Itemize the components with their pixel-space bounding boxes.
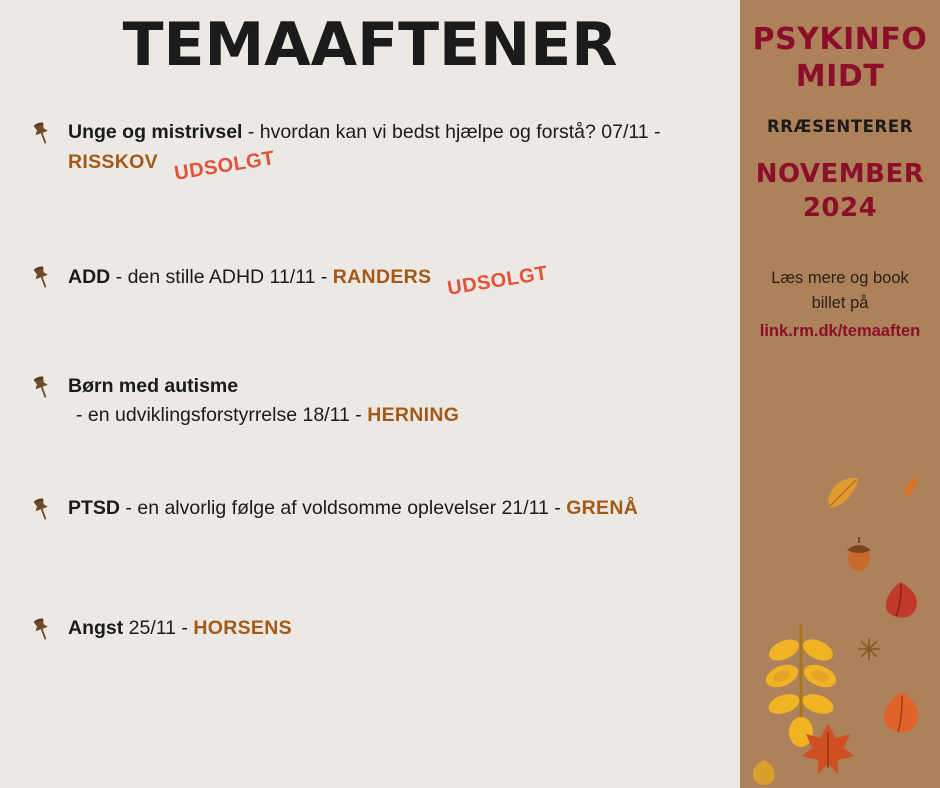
booking-line-1: Læs mere og book bbox=[771, 268, 909, 287]
list-item[interactable] bbox=[28, 614, 740, 650]
event-subline bbox=[68, 401, 740, 430]
event-title: Angst bbox=[68, 617, 124, 639]
event-description: - en alvorlig følge af voldsomme oplevelser 21/11 - bbox=[120, 497, 567, 519]
autumn-leaves-decoration bbox=[740, 440, 940, 788]
pushpin-icon bbox=[28, 616, 56, 644]
acorn-icon bbox=[842, 536, 876, 574]
event-title: ADD bbox=[68, 266, 111, 288]
event-place: GRENÅ bbox=[566, 497, 639, 519]
leaf-icon bbox=[880, 690, 924, 736]
leaf-icon bbox=[880, 580, 922, 622]
presents-label: RRÆSENTERER bbox=[766, 117, 914, 137]
brand-name bbox=[740, 22, 940, 95]
event-list bbox=[0, 118, 740, 650]
event-text bbox=[68, 118, 740, 186]
page-title: TEMAAFTENER bbox=[122, 10, 618, 80]
event-text bbox=[68, 494, 740, 523]
leaf-icon bbox=[818, 470, 864, 516]
pushpin-icon bbox=[28, 374, 56, 402]
list-item[interactable] bbox=[28, 262, 740, 302]
leaf-icon bbox=[800, 722, 856, 778]
event-description: - den stille ADHD 11/11 - bbox=[110, 266, 333, 288]
event-text bbox=[68, 262, 740, 300]
event-text bbox=[68, 372, 740, 431]
leaf-icon bbox=[750, 758, 780, 788]
list-item[interactable] bbox=[28, 118, 740, 200]
brand-line-1: PSYKINFO bbox=[752, 22, 928, 57]
leaf-icon bbox=[758, 620, 844, 750]
pushpin-icon bbox=[28, 496, 56, 524]
leaf-icon bbox=[900, 476, 922, 500]
brand-line-2: MIDT bbox=[795, 58, 885, 94]
seed-pod-icon bbox=[856, 636, 882, 662]
poster-sidebar bbox=[740, 0, 940, 788]
event-text bbox=[68, 614, 740, 643]
booking-link[interactable]: link.rm.dk/temaaften bbox=[759, 322, 921, 341]
event-place: RANDERS bbox=[332, 266, 432, 288]
list-item[interactable] bbox=[28, 372, 740, 432]
event-title: Unge og mistrivsel bbox=[68, 121, 243, 143]
event-description: 25/11 - bbox=[123, 617, 194, 639]
status-badge: UDSOLGT bbox=[172, 147, 277, 186]
event-place: RISSKOV bbox=[68, 151, 158, 174]
booking-info bbox=[740, 266, 940, 344]
event-description: - en udviklingsforstyrrelse 18/11 - bbox=[76, 404, 368, 427]
event-title: Børn med autisme bbox=[68, 375, 239, 397]
event-place: HORSENS bbox=[193, 617, 292, 639]
event-title: PTSD bbox=[68, 497, 121, 519]
booking-line-2: billet på bbox=[811, 293, 869, 312]
status-badge: UDSOLGT bbox=[446, 262, 550, 300]
pushpin-icon bbox=[28, 120, 56, 148]
month-label: NOVEMBER bbox=[755, 159, 925, 190]
year-label: 2024 bbox=[802, 192, 878, 223]
event-description: - hvordan kan vi bedst hjælpe og forstå? 07/11 - bbox=[242, 121, 661, 143]
list-item[interactable] bbox=[28, 494, 740, 554]
event-place: HERNING bbox=[367, 404, 460, 427]
pushpin-icon bbox=[28, 264, 56, 292]
month-year bbox=[740, 158, 940, 226]
